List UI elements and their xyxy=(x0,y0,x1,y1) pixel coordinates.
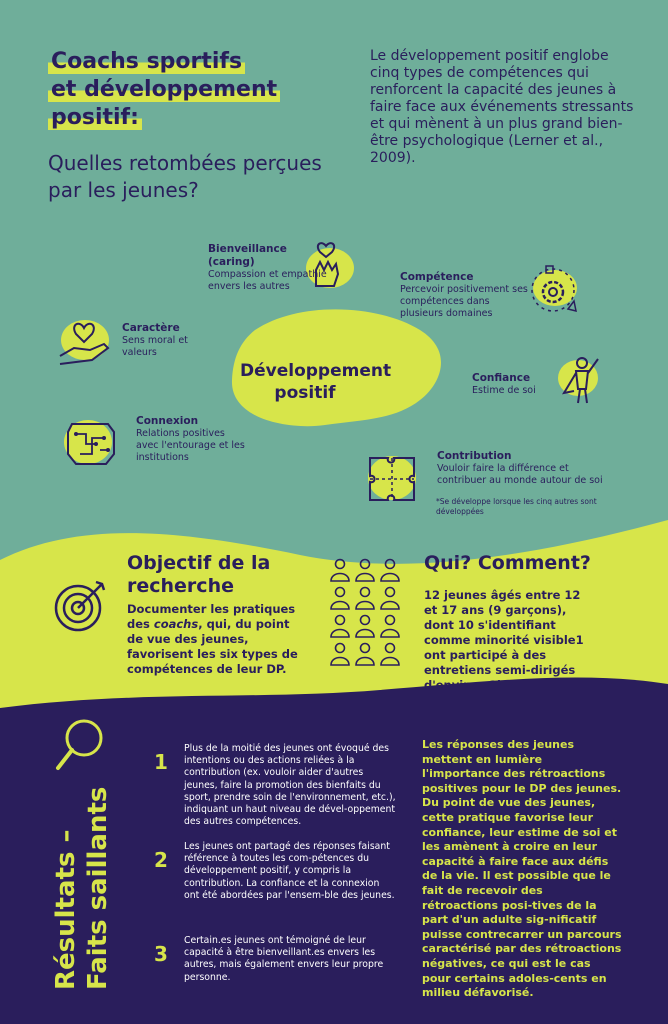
model-item-connection xyxy=(136,415,246,464)
title-line-3: positif: xyxy=(48,105,142,130)
objective-body xyxy=(127,602,307,677)
person-head xyxy=(386,644,395,653)
item-desc: Percevoir positivement ses compétences dans plusieurs domaines xyxy=(400,284,528,319)
person-head xyxy=(336,588,345,597)
person-body xyxy=(381,630,399,638)
people-grid-icon xyxy=(330,556,410,668)
objective-body-emphasis: coachs xyxy=(153,617,199,631)
model-note: *Se développe lorsque les cinq autres sont développées xyxy=(436,497,597,516)
person-head xyxy=(361,644,370,653)
puzzle-icon xyxy=(364,452,422,506)
page-title xyxy=(48,48,348,132)
circuit-head-icon xyxy=(62,414,120,472)
person-head xyxy=(361,560,370,569)
item-desc: Vouloir faire la différence et contribuer au monde autour de soi xyxy=(437,463,603,486)
intro-text: Le développement positif englobe cinq types de compétences qui renforcent la capacité des jeunes à faire face aux événements stressants et qui mènent à un plus grand bien-être psychologique (Lerner et al., 2009). xyxy=(370,48,634,166)
person-body xyxy=(331,602,349,610)
page-subtitle: Quelles retombées perçues par les jeunes? xyxy=(48,151,322,202)
person-body xyxy=(331,574,349,582)
person-body xyxy=(356,574,374,582)
item-desc: Sens moral et valeurs xyxy=(122,335,188,358)
person-head xyxy=(386,560,395,569)
results-title-line-1: Résultats – xyxy=(51,829,81,990)
person-head xyxy=(386,588,395,597)
heart-hand-icon xyxy=(306,240,350,290)
person-body xyxy=(381,658,399,666)
person-head xyxy=(336,644,345,653)
person-body xyxy=(331,630,349,638)
item-title: Contribution xyxy=(437,450,512,462)
model-item-competence xyxy=(400,271,530,320)
item-title: Compétence xyxy=(400,271,474,283)
item-title: Confiance xyxy=(472,372,531,384)
person-body xyxy=(331,658,349,666)
result-number-2: 2 xyxy=(154,848,168,872)
model-item-confidence xyxy=(472,372,562,397)
item-desc: Relations positives avec l'entourage et les institutions xyxy=(136,428,245,463)
person-head xyxy=(361,616,370,625)
person-head xyxy=(361,588,370,597)
person-body xyxy=(356,658,374,666)
target-icon xyxy=(52,578,108,634)
heart-in-hand-icon xyxy=(56,316,116,368)
result-number-3: 3 xyxy=(154,942,168,966)
objective-body-pre: Documenter les pratiques des xyxy=(127,602,296,631)
model-item-character xyxy=(122,322,222,359)
method-body: 12 jeunes âgés entre 12 et 17 ans (9 garçons), dont 10 s'identifiant comme minorité visible1 ont participé à des entretiens semi-dirigés d'environ 1h. xyxy=(424,588,584,692)
item-title: Connexion xyxy=(136,415,199,427)
objective-body-post: , qui, du point de vue des jeunes, favorisent les six types de compétences de leur DP. xyxy=(127,617,298,676)
result-number-1: 1 xyxy=(154,750,168,774)
title-line-1: Coachs sportifs xyxy=(48,49,245,74)
superhero-icon xyxy=(558,355,602,405)
person-body xyxy=(356,602,374,610)
person-body xyxy=(356,630,374,638)
person-head xyxy=(336,560,345,569)
magnifier-icon xyxy=(52,716,108,774)
result-text-2: Les jeunes ont partagé des réponses faisant référence à toutes les com-pétences du développement positif, y compris la contribution. La confiance et la connexion ont été abordées par l'ensem-ble des jeunes. xyxy=(184,841,395,901)
person-head xyxy=(336,616,345,625)
result-text-3: Certain.es jeunes ont témoigné de leur capacité à être bienveillant.es envers les autres, mais également envers leur propre personne. xyxy=(184,935,384,983)
item-desc: Compassion et empathie envers les autres xyxy=(208,269,327,292)
model-center-label: Développement positif xyxy=(240,361,392,403)
results-summary: Les réponses des jeunes mettent en lumière l'importance des rétroactions positives pour le DP des jeunes. Du point de vue des jeunes, cette pratique favorise leur confiance, leur estime de soi et les amènent à croire en leur capacité à faire face aux défis de la vie. Il est possible que le fait de recevoir des rétroactions posi-tives de la part d'un adulte sig-nificatif puisse contrecarrer un parcours caractérisé par des rétroactions négatives, ce qui est le cas pour certains adoles-cents en milieu défavorisé. xyxy=(422,738,622,1000)
method-title: Qui? Comment? xyxy=(424,552,591,574)
objective-title: Objectif de la recherche xyxy=(127,552,271,597)
person-body xyxy=(381,574,399,582)
item-title: Bienveillance (caring) xyxy=(208,243,287,268)
title-line-2: et développement xyxy=(48,77,280,102)
model-item-contribution xyxy=(437,450,617,487)
result-text-1: Plus de la moitié des jeunes ont évoqué des intentions ou des actions reliées à la contribution (ex. vouloir aider d'autres jeunes, faire la promotion des bienfaits du sport, prendre soin de l'environnement, etc.), indiquant un haut niveau de dével-oppement des autres compétences. xyxy=(184,743,396,828)
item-title: Caractère xyxy=(122,322,180,334)
person-head xyxy=(386,616,395,625)
gear-cycle-icon xyxy=(528,265,578,315)
person-body xyxy=(381,602,399,610)
results-title-line-2: Faits saillants xyxy=(83,786,113,990)
item-desc: Estime de soi xyxy=(472,385,536,396)
